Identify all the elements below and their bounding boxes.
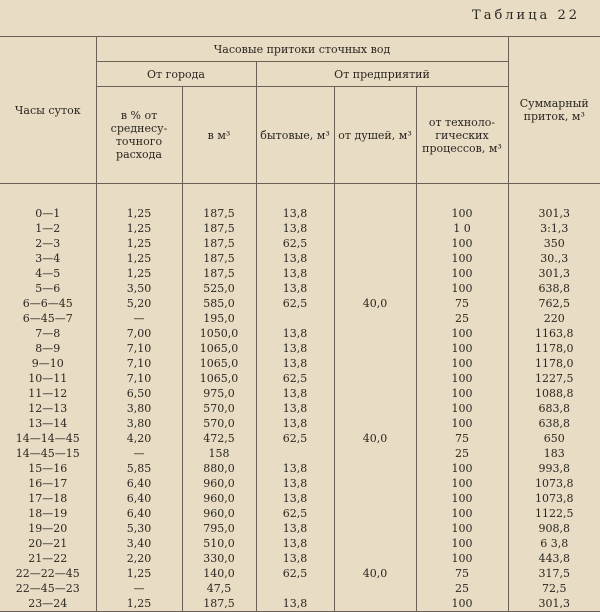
table-row: [0, 521, 600, 536]
cell-total: 317,5: [508, 566, 600, 581]
cell-hours: 13—14: [0, 416, 96, 431]
header-total: Суммарный приток, м³: [508, 37, 600, 184]
header-process: от техноло- гических процессов, м³: [416, 87, 508, 184]
cell-hours: 0—1: [0, 206, 96, 221]
cell-city-m3: 975,0: [182, 386, 256, 401]
cell-hours: 3—4: [0, 251, 96, 266]
cell-showers: [334, 371, 416, 386]
cell-city-percent: 7,00: [96, 326, 182, 341]
table-row: [0, 386, 600, 401]
cell-total: 301,3: [508, 266, 600, 281]
cell-city-m3: 525,0: [182, 281, 256, 296]
cell-process: 100: [416, 281, 508, 296]
table-row: [0, 221, 600, 236]
cell-hours: 6—45—7: [0, 311, 96, 326]
cell-hours: 2—3: [0, 236, 96, 251]
cell-city-percent: 3,80: [96, 416, 182, 431]
cell-city-m3: 187,5: [182, 596, 256, 612]
table-row: [0, 581, 600, 596]
header-enterprises: От предприятий: [256, 62, 508, 87]
cell-hours: 19—20: [0, 521, 96, 536]
cell-city-percent: 7,10: [96, 356, 182, 371]
cell-city-percent: 1,25: [96, 596, 182, 612]
cell-process: 100: [416, 536, 508, 551]
cell-city-m3: 570,0: [182, 401, 256, 416]
table-row: [0, 431, 600, 446]
table-row: [0, 596, 600, 612]
cell-hours: 21—22: [0, 551, 96, 566]
cell-hours: 14—45—15: [0, 446, 96, 461]
cell-showers: 40,0: [334, 566, 416, 581]
cell-household: 62,5: [256, 431, 334, 446]
cell-total: 1122,5: [508, 506, 600, 521]
cell-total: 1073,8: [508, 491, 600, 506]
cell-household: 62,5: [256, 236, 334, 251]
header-city-m3: в м³: [182, 87, 256, 184]
cell-hours: 11—12: [0, 386, 96, 401]
cell-showers: [334, 551, 416, 566]
cell-process: 100: [416, 506, 508, 521]
cell-city-percent: 3,40: [96, 536, 182, 551]
cell-city-percent: —: [96, 446, 182, 461]
cell-hours: 18—19: [0, 506, 96, 521]
cell-city-percent: —: [96, 581, 182, 596]
cell-showers: [334, 356, 416, 371]
table-row: [0, 401, 600, 416]
cell-household: [256, 581, 334, 596]
table-row: [0, 296, 600, 311]
cell-hours: 6—6—45: [0, 296, 96, 311]
table-row: [0, 491, 600, 506]
cell-showers: 40,0: [334, 296, 416, 311]
cell-total: 3:1,3: [508, 221, 600, 236]
cell-hours: 23—24: [0, 596, 96, 612]
cell-city-percent: —: [96, 311, 182, 326]
cell-city-percent: 4,20: [96, 431, 182, 446]
cell-showers: [334, 341, 416, 356]
cell-showers: [334, 281, 416, 296]
cell-showers: [334, 206, 416, 221]
cell-city-m3: 158: [182, 446, 256, 461]
cell-total: 350: [508, 236, 600, 251]
cell-city-m3: 187,5: [182, 236, 256, 251]
cell-hours: 14—14—45: [0, 431, 96, 446]
cell-showers: [334, 221, 416, 236]
table-row: [0, 236, 600, 251]
cell-process: 100: [416, 356, 508, 371]
cell-household: 13,8: [256, 461, 334, 476]
cell-city-percent: 1,25: [96, 206, 182, 221]
table-row: [0, 341, 600, 356]
cell-household: 62,5: [256, 371, 334, 386]
cell-process: 75: [416, 296, 508, 311]
cell-process: 100: [416, 341, 508, 356]
cell-showers: [334, 461, 416, 476]
cell-process: 100: [416, 386, 508, 401]
cell-total: 301,3: [508, 206, 600, 221]
cell-total: 762,5: [508, 296, 600, 311]
cell-showers: [334, 476, 416, 491]
cell-household: 62,5: [256, 566, 334, 581]
table-row: [0, 371, 600, 386]
cell-city-percent: 6,40: [96, 476, 182, 491]
cell-city-percent: 1,25: [96, 266, 182, 281]
table-row: [0, 251, 600, 266]
cell-hours: 10—11: [0, 371, 96, 386]
cell-household: 13,8: [256, 326, 334, 341]
cell-process: 25: [416, 446, 508, 461]
cell-household: 13,8: [256, 281, 334, 296]
cell-household: 13,8: [256, 596, 334, 612]
cell-city-m3: 1065,0: [182, 371, 256, 386]
cell-process: 100: [416, 401, 508, 416]
cell-city-m3: 1065,0: [182, 341, 256, 356]
cell-process: 100: [416, 206, 508, 221]
cell-process: 100: [416, 596, 508, 612]
cell-city-m3: 195,0: [182, 311, 256, 326]
cell-city-m3: 960,0: [182, 491, 256, 506]
cell-process: 1 0: [416, 221, 508, 236]
cell-household: 62,5: [256, 506, 334, 521]
cell-showers: 40,0: [334, 431, 416, 446]
cell-hours: 22—22—45: [0, 566, 96, 581]
cell-hours: 5—6: [0, 281, 96, 296]
cell-city-percent: 2,20: [96, 551, 182, 566]
cell-process: 100: [416, 371, 508, 386]
cell-process: 100: [416, 236, 508, 251]
cell-total: 908,8: [508, 521, 600, 536]
cell-showers: [334, 596, 416, 612]
table-row: [0, 311, 600, 326]
table-row: [0, 506, 600, 521]
cell-city-percent: 7,10: [96, 371, 182, 386]
table-row: [0, 356, 600, 371]
cell-city-m3: 960,0: [182, 476, 256, 491]
cell-city-percent: 6,40: [96, 506, 182, 521]
cell-hours: 8—9: [0, 341, 96, 356]
cell-total: 301,3: [508, 596, 600, 612]
cell-city-percent: 1,25: [96, 236, 182, 251]
cell-process: 100: [416, 491, 508, 506]
table-row: [0, 326, 600, 341]
cell-city-m3: 187,5: [182, 251, 256, 266]
cell-showers: [334, 311, 416, 326]
cell-city-percent: 1,25: [96, 566, 182, 581]
cell-showers: [334, 506, 416, 521]
cell-household: 13,8: [256, 386, 334, 401]
cell-process: 100: [416, 461, 508, 476]
cell-city-m3: 47,5: [182, 581, 256, 596]
cell-city-m3: 960,0: [182, 506, 256, 521]
table-row: [0, 536, 600, 551]
cell-household: 13,8: [256, 521, 334, 536]
cell-household: 13,8: [256, 341, 334, 356]
cell-showers: [334, 581, 416, 596]
cell-household: 13,8: [256, 416, 334, 431]
cell-total: 443,8: [508, 551, 600, 566]
cell-showers: [334, 446, 416, 461]
cell-household: 13,8: [256, 491, 334, 506]
cell-process: 100: [416, 266, 508, 281]
header-household: бытовые, м³: [256, 87, 334, 184]
cell-showers: [334, 236, 416, 251]
cell-showers: [334, 386, 416, 401]
table-body: [0, 184, 600, 612]
cell-hours: 12—13: [0, 401, 96, 416]
table-row: [0, 551, 600, 566]
table-row: [0, 416, 600, 431]
cell-city-m3: 1050,0: [182, 326, 256, 341]
cell-hours: 7—8: [0, 326, 96, 341]
cell-total: 1163,8: [508, 326, 600, 341]
cell-total: 1178,0: [508, 356, 600, 371]
cell-hours: 16—17: [0, 476, 96, 491]
cell-city-m3: 140,0: [182, 566, 256, 581]
cell-process: 25: [416, 311, 508, 326]
cell-process: 100: [416, 551, 508, 566]
cell-city-m3: 1065,0: [182, 356, 256, 371]
cell-hours: 15—16: [0, 461, 96, 476]
cell-household: [256, 446, 334, 461]
cell-city-percent: 5,85: [96, 461, 182, 476]
cell-household: 13,8: [256, 356, 334, 371]
cell-household: 13,8: [256, 551, 334, 566]
cell-showers: [334, 521, 416, 536]
cell-showers: [334, 266, 416, 281]
cell-household: 13,8: [256, 476, 334, 491]
cell-total: 638,8: [508, 281, 600, 296]
cell-total: 72,5: [508, 581, 600, 596]
cell-total: 1073,8: [508, 476, 600, 491]
cell-city-percent: 7,10: [96, 341, 182, 356]
header-city: От города: [96, 62, 256, 87]
cell-city-percent: 1,25: [96, 251, 182, 266]
cell-household: 13,8: [256, 251, 334, 266]
cell-city-m3: 585,0: [182, 296, 256, 311]
cell-process: 100: [416, 416, 508, 431]
cell-total: 1178,0: [508, 341, 600, 356]
header-group-title: Часовые притоки сточных вод: [96, 37, 508, 62]
cell-showers: [334, 416, 416, 431]
cell-process: 75: [416, 431, 508, 446]
table-row: [0, 206, 600, 221]
cell-process: 100: [416, 251, 508, 266]
cell-hours: 4—5: [0, 266, 96, 281]
cell-process: 100: [416, 521, 508, 536]
cell-showers: [334, 491, 416, 506]
table-row: [0, 281, 600, 296]
cell-city-m3: 510,0: [182, 536, 256, 551]
cell-hours: 22—45—23: [0, 581, 96, 596]
cell-process: 75: [416, 566, 508, 581]
cell-total: 650: [508, 431, 600, 446]
cell-household: 13,8: [256, 401, 334, 416]
cell-city-m3: 472,5: [182, 431, 256, 446]
cell-total: 638,8: [508, 416, 600, 431]
cell-showers: [334, 326, 416, 341]
cell-total: 183: [508, 446, 600, 461]
cell-city-m3: 795,0: [182, 521, 256, 536]
cell-total: 683,8: [508, 401, 600, 416]
table-caption: Таблица 22: [472, 8, 580, 23]
cell-hours: 17—18: [0, 491, 96, 506]
cell-process: 100: [416, 476, 508, 491]
cell-hours: 20—21: [0, 536, 96, 551]
table-row: [0, 446, 600, 461]
cell-city-percent: 6,40: [96, 491, 182, 506]
cell-city-percent: 5,30: [96, 521, 182, 536]
cell-city-m3: 187,5: [182, 206, 256, 221]
cell-process: 25: [416, 581, 508, 596]
cell-hours: 9—10: [0, 356, 96, 371]
wastewater-inflow-table: [0, 36, 600, 612]
cell-household: [256, 311, 334, 326]
cell-total: 1088,8: [508, 386, 600, 401]
cell-total: 6 3,8: [508, 536, 600, 551]
cell-city-percent: 5,20: [96, 296, 182, 311]
cell-city-m3: 880,0: [182, 461, 256, 476]
cell-total: 1227,5: [508, 371, 600, 386]
header-hours: Часы суток: [0, 37, 96, 184]
cell-total: 220: [508, 311, 600, 326]
table-row: [0, 266, 600, 281]
header-city-percent: в % от среднесу- точного расхода: [96, 87, 182, 184]
cell-showers: [334, 536, 416, 551]
cell-city-percent: 3,80: [96, 401, 182, 416]
cell-city-percent: 1,25: [96, 221, 182, 236]
cell-household: 62,5: [256, 296, 334, 311]
cell-city-percent: 3,50: [96, 281, 182, 296]
header-gap-row: [0, 184, 600, 207]
cell-city-m3: 570,0: [182, 416, 256, 431]
cell-household: 13,8: [256, 221, 334, 236]
cell-household: 13,8: [256, 266, 334, 281]
cell-city-m3: 187,5: [182, 221, 256, 236]
cell-city-percent: 6,50: [96, 386, 182, 401]
table-row: [0, 476, 600, 491]
cell-total: 993,8: [508, 461, 600, 476]
table-row: [0, 461, 600, 476]
cell-hours: 1—2: [0, 221, 96, 236]
cell-process: 100: [416, 326, 508, 341]
cell-showers: [334, 401, 416, 416]
cell-household: 13,8: [256, 206, 334, 221]
cell-household: 13,8: [256, 536, 334, 551]
table-header: [0, 37, 600, 184]
header-showers: от душей, м³: [334, 87, 416, 184]
cell-city-m3: 330,0: [182, 551, 256, 566]
cell-city-m3: 187,5: [182, 266, 256, 281]
cell-showers: [334, 251, 416, 266]
cell-total: 30.,3: [508, 251, 600, 266]
